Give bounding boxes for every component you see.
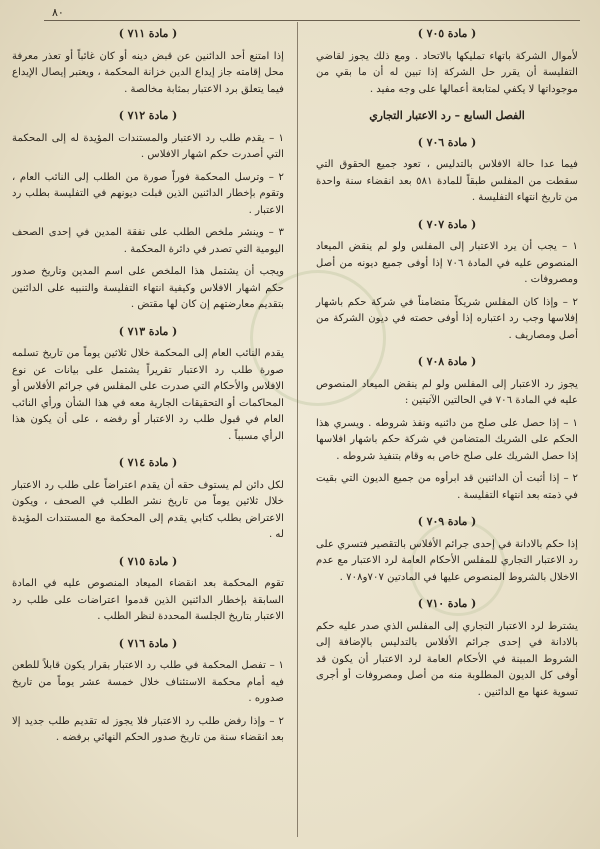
article-paragraph: إذا حكم بالادانة في إحدى جرائم الأفلاس بالتقصير فتسري على رد الاعتبار التجاري للمفلس الأحكام العامة لرد الاعتبار مع عدم الاخلال بالشروط المنصوص عليها في المادتين ٧٠٧و٧٠٨ . (316, 538, 578, 583)
article-paragraph: ٢ – وترسل المحكمة فوراً صورة من الطلب إلى النائب العام ، وتقوم بإخطار الدائنين الذين قبلت ديونهم في التفليسة بطلب رد الاعتبار . (12, 171, 284, 216)
article-paragraph: لأموال الشركة باتهاء تمليكها بالاتحاد . ومع ذلك يجوز لقاضي التفليسة أن يقرر حل الشركة إذا تبين له أن ما بقي من موجوداتها لا يكفي لمتابعة أعمالها على وجه مفيد . (316, 50, 578, 95)
article-heading: ( مادة ٧١٤ ) (118, 456, 178, 469)
article-paragraph: يشترط لرد الاعتبار التجاري إلى المفلس الذي صدر عليه حكم بالادانة في إحدى جرائم الأفلاس بالتدليس بالإضافة إلى الشروط المبينة في الأحكام العامة لرد الاعتبار أن يكون قد أوفى كل الديون المطلوبة منه من أصل ومصروفات أو أجرى تسوية عنها مع الدائنين . (316, 620, 578, 698)
article-paragraph: ويجب أن يشتمل هذا الملخص على اسم المدين وتاريخ صدور حكم اشهار الافلاس وكيفية انتهاء التفليسة والتنبيه على الدائنين بتقديم معارضتهم إن كان لها مقتض . (12, 266, 284, 310)
article (316, 26, 578, 98)
article-paragraph: ١ – يجب أن يرد الاعتبار إلى المفلس ولو لم ينقض الميعاد المنصوص عليه في المادة ٧٠٦ إذا أوفى جميع ديونه من أصل ومصروفات . (316, 241, 578, 285)
article-paragraph: ١ – إذا حصل على صلح من دائنيه ونفذ شروطه . ويسري هذا الحكم على الشريك المتضامن في شركة حكم باشهار افلاسها إذا حصل الشريك على صلح خاص به وقام بتنفيذ شروطه . (316, 417, 578, 462)
right-column (316, 26, 578, 837)
article (12, 26, 284, 98)
article (12, 554, 284, 626)
article (12, 455, 284, 544)
article-paragraph: ٢ – وإذا رفض طلب رد الاعتبار فلا يجوز له تقديم طلب جديد إلا بعد انقضاء سنة من تاريخ صدور الحكم النهائي برفضه . (12, 715, 284, 743)
article-paragraph: يجوز رد الاعتبار إلى المفلس ولو لم ينقض الميعاد المنصوص عليه في المادة ٧٠٦ في الحالتين الآتيتين : (316, 378, 578, 406)
article-paragraph: يقدم النائب العام إلى المحكمة خلال ثلاثين يوماً من تاريخ تسلمه صورة طلب رد الاعتبار تقريراً يشتمل على بيانات عن نوع الافلاس والأحكام التي صدرت على المفلس في جرائم الأفلاس أو المحاكمات أو التحقيقات الجارية معه في هذا الشأن ورأي النائب العام في قبول طلب رد الاعتبار أو رفضه ، على أن يكون هذا الرأي مسبباً . (12, 348, 284, 442)
article-heading: ( مادة ٧١٥ ) (118, 554, 178, 568)
article-paragraph: ١ – تفصل المحكمة في طلب رد الاعتبار بقرار يكون قابلاً للطعن فيه أمام محكمة الاستئناف خلال خمسة عشر يوماً من تاريخ صدوره . (12, 660, 284, 704)
article-paragraph: إذا امتنع أحد الدائنين عن قبض دينه أو كان غائباً أو تعذر معرفة محل إقامته جاز إيداع الدين خزانة المحكمة ، ويعتبر إيصال الإيداع فيما يتعلق برد الاعتبار بمثابة مخالصة . (12, 50, 284, 95)
article-heading: ( مادة ٧١٦ ) (118, 636, 178, 650)
article-heading: ( مادة ٧١٠ ) (417, 597, 477, 610)
article (12, 324, 284, 446)
article-paragraph: لكل دائن لم يستوف حقه أن يقدم اعتراضاً على طلب رد الاعتبار خلال ثلاثين يوماً من تاريخ نشر الطلب في الصحف ، ويكون الاعتراض بطلب كتابي يقدم إلى المحكمة مع المستندات المؤيدة له . (12, 479, 284, 540)
chapter-heading: الفصل السابع – رد الاعتبار التجاري (369, 109, 525, 122)
article-paragraph: فيما عدا حالة الافلاس بالتدليس ، تعود جميع الحقوق التي سقطت من المفلس طبقاً للمادة ٥٨١ بعد انقضاء سنة واحدة من تاريخ انتهاء التفليسة . (316, 159, 579, 203)
article-paragraph: ١ – يقدم طلب رد الاعتبار والمستندات المؤيدة له إلى المحكمة التي أصدرت حكم اشهار الافلاس . (12, 132, 284, 160)
article (316, 135, 578, 207)
article-heading: ( مادة ٧٠٨ ) (417, 355, 477, 368)
article (316, 514, 578, 586)
article (316, 217, 578, 345)
article (12, 636, 284, 747)
article-heading: ( مادة ٧١١ ) (118, 27, 178, 40)
article-heading: ( مادة ٧٠٦ ) (417, 135, 477, 149)
article-paragraph: ٣ – وينشر ملخص الطلب على نفقة المدين في إحدى الصحف اليومية التي تصدر في دائرة المحكمة . (12, 227, 284, 255)
article (12, 108, 284, 314)
page-number: ٨٠ (52, 6, 64, 19)
article-paragraph: تقوم المحكمة بعد انقضاء الميعاد المنصوص عليه في المادة السابقة بإخطار الدائنين الذين قدموا اعتراضات على طلب رد الاعتبار بتاريخ الجلسة المحددة لنظر الطلب . (12, 578, 284, 622)
article-heading: ( مادة ٧١٢ ) (118, 109, 178, 122)
article-paragraph: ٢ – إذا أثبت أن الدائنين قد ابرأوه من جميع الديون التي بقيت في ذمته بعد انتهاء التفليسة . (316, 473, 578, 501)
article-heading: ( مادة ٧٠٩ ) (417, 515, 477, 528)
article-heading: ( مادة ٧٠٧ ) (417, 217, 477, 231)
column-divider (297, 22, 298, 837)
top-rule (44, 20, 580, 21)
article (316, 596, 578, 701)
article-heading: ( مادة ٧١٣ ) (118, 324, 178, 338)
article-heading: ( مادة ٧٠٥ ) (417, 27, 477, 40)
article-paragraph: ٢ – وإذا كان المفلس شريكاً متضامناً في شركة حكم باشهار إفلاسها وجب رد اعتباره إذا أوفى حصته في ديون الشركة من أصل ومصاريف . (316, 296, 578, 341)
left-column (12, 26, 284, 837)
article (316, 354, 578, 504)
